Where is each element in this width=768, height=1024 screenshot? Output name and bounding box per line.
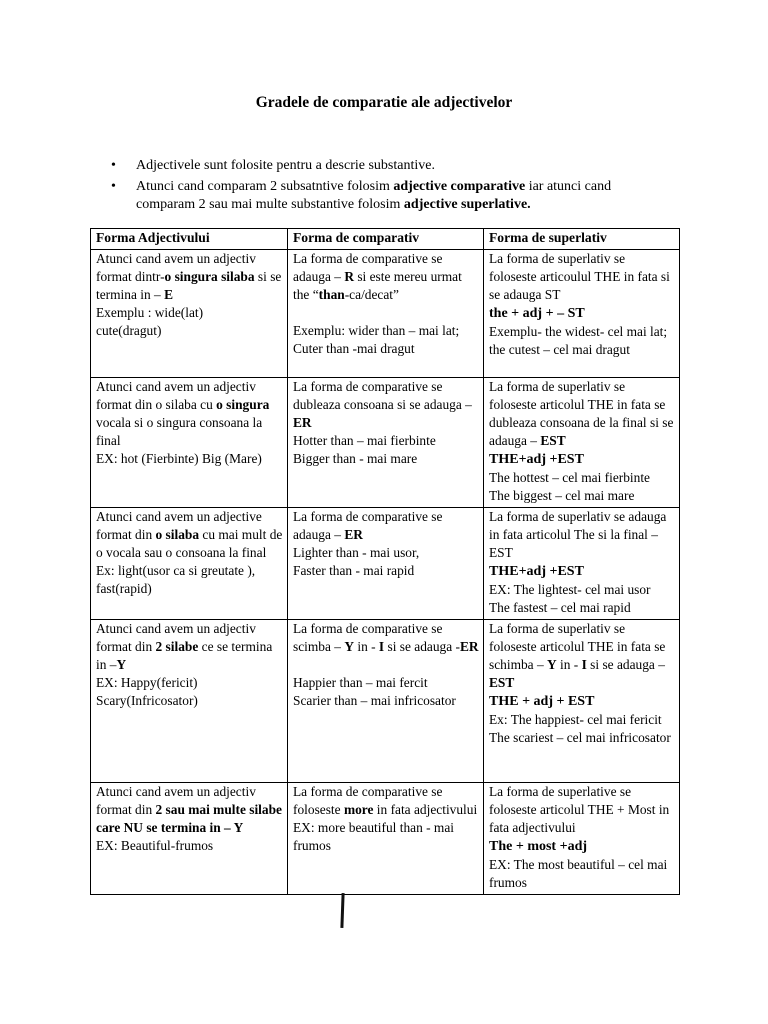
cell-adjective [91, 783, 288, 895]
bullet-text: iar atunci cand comparam 2 sau mai multe substantive folosim [136, 179, 612, 212]
handwritten-stroke [340, 893, 344, 928]
comparison-table [90, 228, 680, 895]
bullet-icon: • [111, 179, 116, 194]
cell-adjective [91, 378, 288, 508]
cell-superlative [484, 250, 680, 378]
cell-text: -ca/decat” [344, 287, 399, 302]
cell-bold-text: ER [293, 415, 312, 430]
table-header-row [91, 229, 680, 250]
cell-comparative [288, 250, 484, 378]
table-row [91, 378, 680, 508]
cell-text: La forma de superlativ se foloseste articolul THE in fata se schimba – [489, 621, 666, 672]
cell-text: La forma de superlative se foloseste articolul THE + Most in fata adjectivului [489, 784, 670, 835]
cell-text: Exemplu- the widest- cel mai lat; [489, 324, 668, 339]
bullet-item [108, 157, 668, 175]
table-row [91, 508, 680, 620]
cell-bold-text: 2 sau mai multe silabe care NU se termina in – Y [96, 802, 282, 835]
formula-text: THE + adj + EST [489, 694, 595, 709]
cell-text: La forma de comparative se scimba – [293, 621, 443, 654]
cell-text: Lighter than - mai usor, [293, 545, 420, 560]
cell-text: Atunci cand avem un adjectiv format din o silaba cu [96, 379, 256, 412]
formula-text: THE+adj +EST [489, 564, 584, 579]
cell-text: si se termina in – [96, 269, 282, 302]
cell-text: Ex: light(usor ca si greutate ), fast(rapid) [96, 563, 256, 596]
cell-text: Happier than – mai fercit [293, 675, 428, 690]
cell-adjective [91, 620, 288, 783]
table-row [91, 250, 680, 378]
cell-text: The hottest – cel mai fierbinte [489, 470, 651, 485]
cell-text: ce se termina in – [96, 639, 273, 672]
cell-text: cu mai mult de o vocala sau o consoana la final [96, 527, 283, 560]
cell-text: The fastest – cel mai rapid [489, 600, 631, 615]
cell-bold-text: I [581, 657, 587, 672]
cell-text: Atunci cand avem un adjectiv format dintr- [96, 251, 256, 284]
cell-text: Exemplu: wider than – mai lat; Cuter than -mai dragut [293, 323, 460, 356]
cell-text: La forma de superlativ se adauga in fata articolul The si la final – EST [489, 509, 667, 560]
cell-text: Atunci cand avem un adjectiv format din [96, 784, 256, 817]
table-row [91, 620, 680, 783]
cell-comparative [288, 620, 484, 783]
cell-bold-text: Y [116, 657, 127, 672]
cell-text: Ex: The happiest- cel mai fericit [489, 712, 662, 727]
cell-superlative [484, 378, 680, 508]
cell-bold-text: more [343, 802, 374, 817]
cell-adjective [91, 508, 288, 620]
bullet-bold-text: adjective superlative. [403, 197, 531, 212]
cell-text: La forma de comparative se adauga – [293, 509, 443, 542]
cell-text: EX: Happy(fericit) [96, 675, 198, 690]
cell-adjective [91, 250, 288, 378]
cell-text: Faster than - mai rapid [293, 563, 415, 578]
cell-text: La forma de superlativ se foloseste articolul THE in fata se dubleaza consoana de la final si se adauga – [489, 379, 674, 448]
cell-superlative [484, 620, 680, 783]
cell-bold-text: than [318, 287, 345, 302]
cell-bold-text: 2 silabe [155, 639, 199, 654]
cell-comparative [288, 783, 484, 895]
cell-bold-text: E [164, 287, 173, 302]
header-adjective-form: Forma Adjectivului [91, 229, 288, 250]
cell-text: Bigger than - mai mare [293, 451, 418, 466]
cell-bold-text: o singura [216, 397, 270, 412]
cell-superlative [484, 508, 680, 620]
cell-superlative [484, 783, 680, 895]
cell-bold-text: R [344, 269, 354, 284]
formula-text: the + adj + – ST [489, 306, 585, 321]
bullet-text: Adjectivele sunt folosite pentru a descrie substantive. [136, 158, 435, 173]
cell-text: La forma de comparative se adauga – [293, 251, 443, 284]
cell-text: Scarier than – mai infricosator [293, 693, 456, 708]
cell-bold-text: EST [489, 675, 515, 690]
bullet-icon: • [111, 158, 116, 173]
cell-text: Atunci cand avem un adjective format din [96, 509, 262, 542]
cell-text: Exemplu : wide(lat) [96, 305, 204, 320]
cell-text: EX: hot (Fierbinte) Big (Mare) [96, 451, 262, 466]
cell-text: EX: more beautiful than - mai frumos [293, 820, 455, 853]
cell-bold-text: I [378, 639, 385, 654]
cell-text: vocala si o singura consoana la final [96, 415, 263, 448]
cell-text: the cutest – cel mai dragut [489, 342, 630, 357]
bullet-text: Atunci cand comparam 2 subsatntive folosim [136, 179, 394, 194]
cell-text: si este mereu urmat the “ [293, 269, 462, 302]
cell-text: The biggest – cel mai mare [489, 488, 635, 503]
cell-text: si se adauga – [586, 657, 665, 672]
table-row [91, 783, 680, 895]
header-superlative-form: Forma de superlativ [484, 229, 680, 250]
cell-text: si se adauga - [384, 639, 460, 654]
cell-comparative [288, 378, 484, 508]
cell-text: EX: The lightest- cel mai usor [489, 582, 651, 597]
cell-text: in - [354, 639, 379, 654]
cell-bold-text: Y [344, 639, 354, 654]
cell-bold-text: EST [540, 433, 566, 448]
cell-comparative [288, 508, 484, 620]
cell-bold-text: Y [547, 657, 557, 672]
cell-text: La forma de comparative se dubleaza consoana si se adauga – [293, 379, 472, 412]
cell-text: in fata adjectivului [373, 802, 478, 817]
page-title: Gradele de comparatie ale adjectivelor [255, 94, 513, 111]
cell-text: Scary(Infricosator) [96, 693, 198, 708]
cell-text: EX: The most beautiful – cel mai frumos [489, 857, 668, 890]
cell-text: La forma de comparative se foloseste [293, 784, 443, 817]
cell-text: Hotter than – mai fierbinte [293, 433, 436, 448]
cell-bold-text: o singura silaba [164, 269, 255, 284]
cell-bold-text: ER [460, 639, 479, 654]
cell-text: La forma de superlativ se foloseste articoulul THE in fata si se adauga ST [489, 251, 670, 302]
cell-text: EX: Beautiful-frumos [96, 838, 214, 853]
bullet-bold-text: adjective comparative [393, 179, 526, 194]
formula-text: THE+adj +EST [489, 452, 584, 467]
cell-bold-text: ER [344, 527, 363, 542]
formula-text: The + most +adj [489, 839, 588, 854]
cell-text: The scariest – cel mai infricosator [489, 730, 671, 745]
cell-text: cute(dragut) [96, 323, 162, 338]
cell-text: Atunci cand avem un adjectiv format din [96, 621, 256, 654]
intro-bullet-list [108, 157, 668, 217]
cell-text: in - [556, 657, 582, 672]
bullet-item [108, 178, 668, 214]
cell-bold-text: o silaba [155, 527, 200, 542]
header-comparative-form: Forma de comparativ [288, 229, 484, 250]
